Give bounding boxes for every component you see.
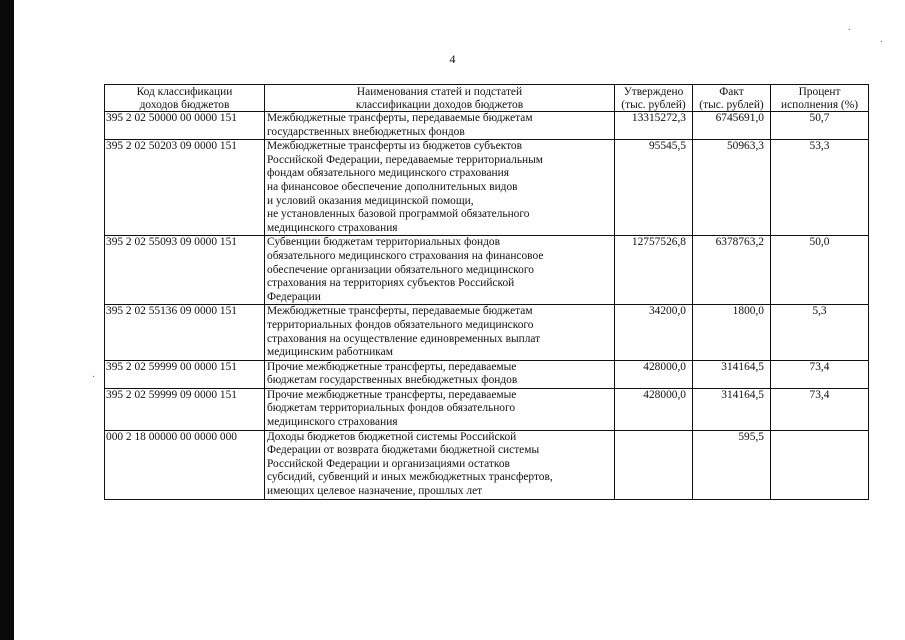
row-code: 000 2 18 00000 00 0000 000	[105, 430, 265, 499]
row-approved: 428000,0	[615, 388, 693, 430]
row-code: 395 2 02 59999 00 0000 151	[105, 360, 265, 388]
row-approved: 12757526,8	[615, 236, 693, 305]
budget-income-table	[104, 84, 869, 500]
row-percent: 50,7	[771, 112, 869, 140]
row-code: 395 2 02 55136 09 0000 151	[105, 305, 265, 360]
row-approved: 95545,5	[615, 140, 693, 236]
row-code: 395 2 02 50000 00 0000 151	[105, 112, 265, 140]
row-name: Доходы бюджетов бюджетной системы Российской Федерации от возврата бюджетами бюджетной системы Российской Федерации и организациями остатков субсидий, субвенций и иных межбюджетных трансфертов, имеющих целевое назначение, прошлых лет	[265, 430, 615, 499]
table-row	[105, 112, 869, 140]
table-row	[105, 236, 869, 305]
row-percent: 53,3	[771, 140, 869, 236]
scan-speck: .	[848, 22, 851, 33]
row-name: Межбюджетные трансферты, передаваемые бюджетам территориальных фондов обязательного медицинского страхования на осуществление единовременных выплат медицинским работникам	[265, 305, 615, 360]
header-percent: Процент исполнения (%)	[771, 85, 869, 112]
table-header-row	[105, 85, 869, 112]
table-row	[105, 388, 869, 430]
row-code: 395 2 02 55093 09 0000 151	[105, 236, 265, 305]
header-fact: Факт (тыс. рублей)	[693, 85, 771, 112]
row-code: 395 2 02 59999 09 0000 151	[105, 388, 265, 430]
row-fact: 6378763,2	[693, 236, 771, 305]
row-approved	[615, 430, 693, 499]
row-fact: 314164,5	[693, 388, 771, 430]
table-row	[105, 430, 869, 499]
table-row	[105, 140, 869, 236]
row-fact: 6745691,0	[693, 112, 771, 140]
scan-edge-bar	[0, 0, 14, 640]
row-fact: 1800,0	[693, 305, 771, 360]
row-code: 395 2 02 50203 09 0000 151	[105, 140, 265, 236]
row-fact: 595,5	[693, 430, 771, 499]
row-fact: 314164,5	[693, 360, 771, 388]
table-row	[105, 360, 869, 388]
row-name: Субвенции бюджетам территориальных фондов обязательного медицинского страхования на финансовое обеспечение организации обязательного медицинского страхования на территориях субъектов Российской Федерации	[265, 236, 615, 305]
row-approved: 34200,0	[615, 305, 693, 360]
scan-speck: .	[880, 34, 883, 45]
row-percent	[771, 430, 869, 499]
row-name: Прочие межбюджетные трансферты, передаваемые бюджетам государственных внебюджетных фондов	[265, 360, 615, 388]
table-row	[105, 305, 869, 360]
row-approved: 13315272,3	[615, 112, 693, 140]
row-approved: 428000,0	[615, 360, 693, 388]
header-code: Код классификации доходов бюджетов	[105, 85, 265, 112]
header-approved: Утверждено (тыс. рублей)	[615, 85, 693, 112]
scan-speck: ·	[92, 372, 96, 383]
row-percent: 73,4	[771, 388, 869, 430]
row-fact: 50963,3	[693, 140, 771, 236]
row-percent: 5,3	[771, 305, 869, 360]
header-name: Наименования статей и подстатей классификации доходов бюджетов	[265, 85, 615, 112]
row-percent: 50,0	[771, 236, 869, 305]
row-percent: 73,4	[771, 360, 869, 388]
row-name: Межбюджетные трансферты из бюджетов субъектов Российской Федерации, передаваемые территориальным фондам обязательного медицинского страхования на финансовое обеспечение дополнительных видов и условий оказания медицинской помощи, не установленных базовой программой обязательного медицинского страхования	[265, 140, 615, 236]
page-number: 4	[449, 52, 456, 66]
row-name: Межбюджетные трансферты, передаваемые бюджетам государственных внебюджетных фондов	[265, 112, 615, 140]
row-name: Прочие межбюджетные трансферты, передаваемые бюджетам территориальных фондов обязательного медицинского страхования	[265, 388, 615, 430]
